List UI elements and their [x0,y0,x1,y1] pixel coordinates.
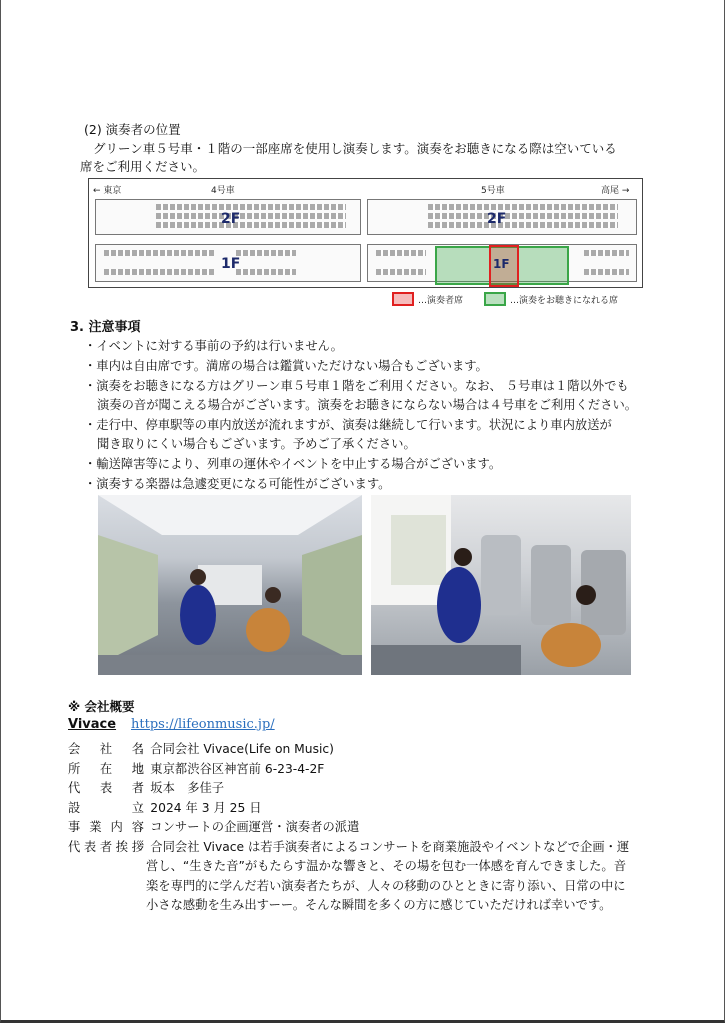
car4-2f-label: 2F [221,211,241,227]
notice-item-continued: 聞き取りにくい場合もございます。予めご了承ください。 [97,437,416,451]
business-value: ：コンサートの企画運営・演奏者の派遣 [138,820,360,834]
greeting-text-continued: 小さな感動を生み出すーー。そんな瞬間を多くの方に感じていただければ幸いです。 [146,898,612,912]
performer-legend-text: …演奏者席 [418,296,464,306]
train-interior-image [98,495,362,675]
company-value: ：合同会社 Vivace(Life on Music) [138,742,334,756]
greeting-label: 代表者挨拶 [68,840,144,854]
car4-label: 4号車 [211,186,235,196]
performance-photo-right [371,495,631,675]
train-seat-diagram [88,178,643,288]
company-url-link[interactable]: https://lifeonmusic.jp/ [131,717,275,732]
notice-item: ・演奏をお聴きになる方はグリーン車５号車１階をご利用ください。なお、 ５号車は１階以外でも [84,379,629,393]
representative-value: ：坂本 多佳子 [138,781,225,795]
section2-text-line2: 席をご利用ください。 [80,159,206,174]
notice-item-continued: 演奏の音が聞こえる場合がございます。演奏をお聴きにならない場合は４号車をご利用ください。 [97,398,638,412]
notice-item: ・イベントに対する事前の予約は行いません。 [84,339,343,353]
car5-label: 5号車 [481,186,505,196]
address-label: 所在地 [68,762,144,776]
section2-title: (2) 演奏者の位置 [84,122,181,137]
listener-legend-text: …演奏をお聴きになれる席 [510,296,619,306]
address-value: ：東京都渋谷区神宮前 6-23-4-2F [138,762,325,776]
tokyo-direction-label: ← 東京 [93,186,122,196]
listener-legend-swatch [484,292,506,306]
section3-title: 3. 注意事項 [70,320,141,335]
car5-2f-label: 2F [487,211,507,227]
takao-direction-label: 高尾 → [601,186,630,196]
company-label: 会社名 [68,742,144,756]
notice-item: ・輸送障害等により、列車の運休やイベントを中止する場合がございます。 [84,457,502,471]
section2-text-line1: グリーン車５号車・１階の一部座席を使用し演奏します。演奏をお聴きになる際は空いている [93,141,617,156]
notice-item: ・演奏する楽器は急遽変更になる可能性がございます。 [84,477,391,491]
business-label: 事業内容 [68,820,144,834]
greeting-text-continued: 営し、“生きた音”がもたらす温かな響きと、その場を包む一体感を育んできました。音 [146,859,627,873]
green-car-seat-image [371,495,631,675]
performance-photo-left [98,495,362,675]
notice-item: ・走行中、停車駅等の車内放送が流れますが、演奏は継続して行います。状況により車内放送が [84,418,612,432]
performer-legend-swatch [392,292,414,306]
greeting-text: ：合同会社 Vivace は若手演奏者によるコンサートを商業施設やイベントなどで企画・運 [138,840,630,854]
notice-item: ・車内は自由席です。満席の場合は鑑賞いただけない場合もございます。 [84,359,488,373]
greeting-text-continued: 楽を専門的に学んだ若い演奏者たちが、人々の移動のひとときに寄り添い、日常の中に [146,879,626,893]
car5-1f-label: 1F [493,257,510,271]
company-overview-heading: ※ 会社概要 [68,699,135,714]
company-name: Vivace [68,717,117,732]
car4-1f-label: 1F [221,256,241,272]
representative-label: 代表者 [68,781,144,795]
established-value: ：2024 年 3 月 25 日 [138,801,262,815]
established-label: 設立 [68,801,144,815]
